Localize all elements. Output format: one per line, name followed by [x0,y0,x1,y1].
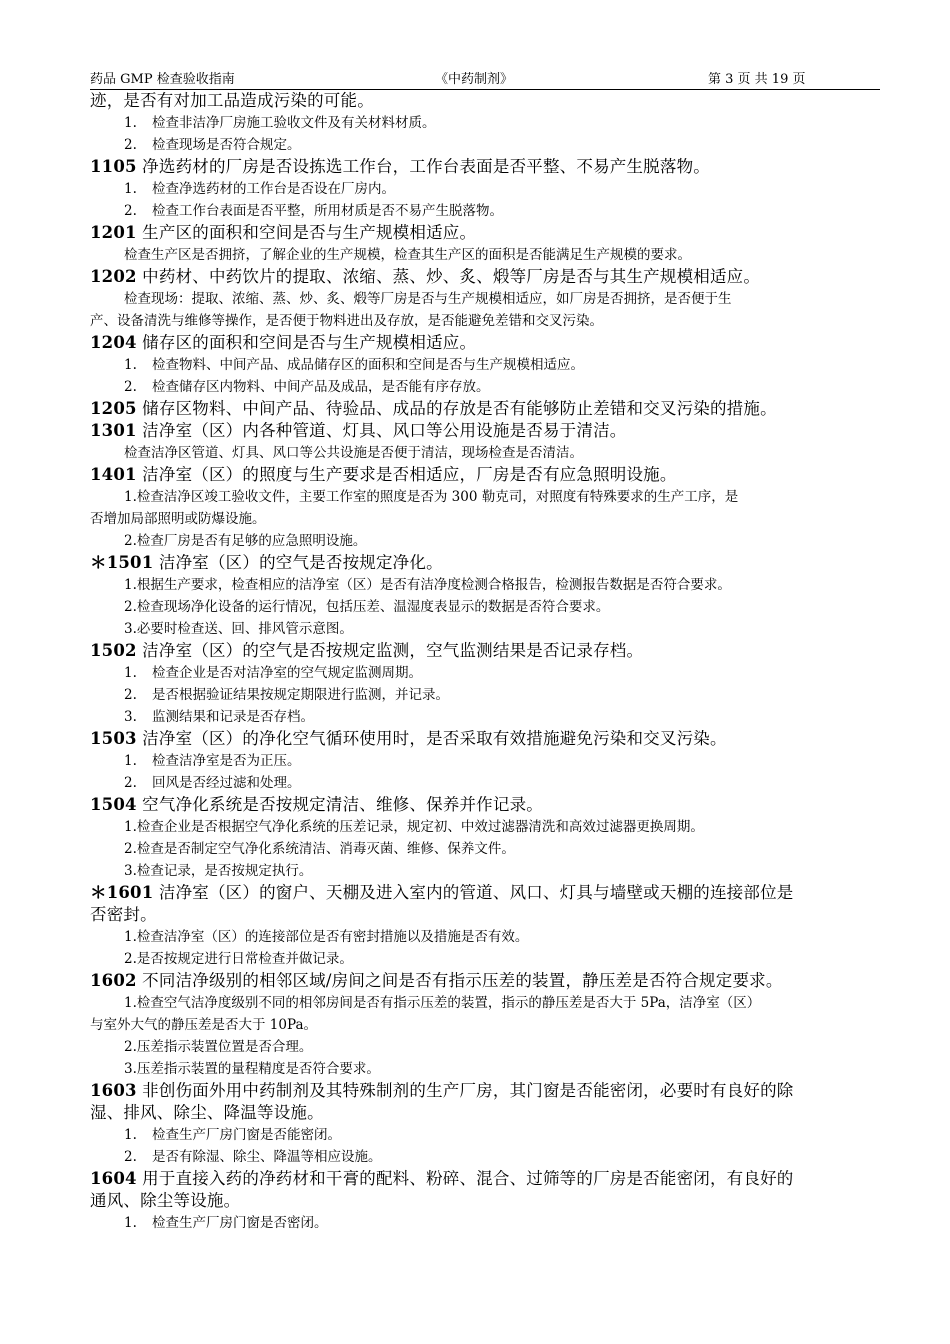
section-heading-text: 储存区的面积和空间是否与生产规模相适应。 [136,333,477,352]
list-item-text: 回风是否经过滤和处理。 [152,775,301,791]
paragraph: 检查生产区是否拥挤，了解企业的生产规模，检查其生产区的面积是否能满足生产规模的要求。 [124,247,691,263]
list-item-number: 1. [124,1127,137,1143]
section-heading [90,552,880,574]
section-heading [90,464,880,486]
section-heading-continuation: 否密封。 [90,905,157,924]
paragraph: 3.必要时检查送、回、排风管示意图。 [124,621,353,637]
paragraph: 3.检查记录，是否按规定执行。 [124,863,313,879]
list-item-text: 是否有除湿、除尘、降温等相应设施。 [152,1149,382,1165]
list-item-text: 检查现场是否符合规定。 [152,137,301,153]
section-number: 1503 [90,729,137,748]
section-number: ＊1501 [90,553,154,572]
section-heading [90,970,880,992]
section-heading [90,728,880,750]
paragraph: 2.压差指示装置位置是否合理。 [124,1039,313,1055]
list-item-text: 检查洁净室是否为正压。 [152,753,301,769]
section-heading-text: 储存区物料、中间产品、待验品、成品的存放是否有能够防止差错和交叉污染的措施。 [136,399,777,418]
paragraph: 1.检查洁净区竣工验收文件，主要工作室的照度是否为 300 勒克司，对照度有特殊要求的生产工序，是 [124,489,739,505]
list-item-text: 检查生产厂房门窗是否密闭。 [152,1215,328,1231]
section-heading-text: 用于直接入药的净药材和干膏的配料、粉碎、混合、过筛等的厂房是否能密闭，有良好的 [136,1169,794,1188]
document-body [90,90,880,1234]
list-item-text: 检查生产厂房门窗是否能密闭。 [152,1127,341,1143]
section-heading-text: 洁净室（区）内各种管道、灯具、风口等公用设施是否易于清洁。 [136,421,627,440]
section-number: ＊1601 [90,883,154,902]
section-number: 1204 [90,333,137,352]
section-heading [90,398,880,420]
section-heading [90,266,880,288]
list-item [90,1212,880,1234]
list-item-number: 1. [124,753,137,769]
list-item [90,662,880,684]
section-heading [90,332,880,354]
paragraph: 1.检查企业是否根据空气净化系统的压差记录，规定初、中效过滤器清洗和高效过滤器更换周期。 [124,819,704,835]
section-heading-text: 洁净室（区）的照度与生产要求是否相适应，厂房是否有应急照明设施。 [136,465,677,484]
section-number: 1205 [90,399,137,418]
paragraph: 1.检查空气洁净度级别不同的相邻房间是否有指示压差的装置，指示的静压差是否大于 5Pa，洁净室（区） [124,995,761,1011]
list-item-number: 1. [124,665,137,681]
section-heading [90,640,880,662]
paragraph-continuation: 否增加局部照明或防爆设施。 [90,511,266,527]
list-item [90,200,880,222]
section-heading [90,882,880,904]
list-item [90,750,880,772]
list-item-number: 1. [124,357,137,373]
page-header [90,71,880,89]
list-item-number: 2. [124,687,137,703]
list-item-number: 2. [124,775,137,791]
section-heading-text: 空气净化系统是否按规定清洁、维修、保养并作记录。 [136,795,543,814]
paragraph: 3.压差指示装置的量程精度是否符合要求。 [124,1061,380,1077]
list-item [90,684,880,706]
section-number: 1401 [90,465,137,484]
section-heading-text: 洁净室（区）的净化空气循环使用时，是否采取有效措施避免污染和交叉污染。 [136,729,727,748]
list-item-text: 检查工作台表面是否平整，所用材质是否不易产生脱落物。 [152,203,503,219]
section-heading-continuation: 湿、排风、除尘、降温等设施。 [90,1103,324,1122]
section-number: 1603 [90,1081,137,1100]
section-heading-text: 中药材、中药饮片的提取、浓缩、蒸、炒、炙、煅等厂房是否与其生产规模相适应。 [136,267,761,286]
section-heading [90,1168,880,1190]
section-heading-continuation: 通风、除尘等设施。 [90,1191,241,1210]
section-heading-text: 洁净室（区）的空气是否按规定监测，空气监测结果是否记录存档。 [136,641,644,660]
list-item [90,1124,880,1146]
section-heading [90,420,880,442]
section-heading-text: 生产区的面积和空间是否与生产规模相适应。 [136,223,477,242]
header-page-number: 第 3 页 共 19 页 [708,72,806,87]
paragraph: 检查洁净区管道、灯具、风口等公共设施是否便于清洁，现场检查是否清洁。 [124,445,583,461]
list-item-text: 检查物料、中间产品、成品储存区的面积和空间是否与生产规模相适应。 [152,357,584,373]
section-heading-text: 净选药材的厂房是否设拣选工作台，工作台表面是否平整、不易产生脱落物。 [136,157,710,176]
section-heading [90,156,880,178]
section-number: 1602 [90,971,137,990]
list-item [90,354,880,376]
list-item [90,772,880,794]
list-item-number: 1. [124,115,137,131]
section-number: 1201 [90,223,137,242]
list-item-number: 2. [124,203,137,219]
list-item [90,376,880,398]
section-heading-text: 不同洁净级别的相邻区域/房间之间是否有指示压差的装置，静压差是否符合规定要求。 [136,971,783,990]
list-item [90,178,880,200]
list-item [90,134,880,156]
list-item [90,1146,880,1168]
paragraph: 2.检查现场净化设备的运行情况，包括压差、温湿度表显示的数据是否符合要求。 [124,599,610,615]
list-item-text: 检查净选药材的工作台是否设在厂房内。 [152,181,395,197]
section-heading-text: 迹，是否有对加工品造成污染的可能。 [90,91,374,110]
list-item-text: 检查非洁净厂房施工验收文件及有关材料材质。 [152,115,436,131]
list-item [90,706,880,728]
list-item-number: 2. [124,379,137,395]
list-item-number: 1. [124,181,137,197]
section-heading-text: 非创伤面外用中药制剂及其特殊制剂的生产厂房，其门窗是否能密闭，必要时有良好的除 [136,1081,794,1100]
paragraph: 2.是否按规定进行日常检查并做记录。 [124,951,353,967]
paragraph: 1.根据生产要求，检查相应的洁净室（区）是否有洁净度检测合格报告，检测报告数据是否符合要求。 [124,577,731,593]
header-left: 药品 GMP 检查验收指南 [90,72,235,87]
section-number: 1502 [90,641,137,660]
paragraph: 1.检查洁净室（区）的连接部位是否有密封措施以及措施是否有效。 [124,929,529,945]
paragraph: 2.检查是否制定空气净化系统清洁、消毒灭菌、维修、保养文件。 [124,841,515,857]
section-heading-text: 洁净室（区）的空气是否按规定净化。 [153,553,443,572]
list-item-number: 1. [124,1215,137,1231]
list-item-text: 监测结果和记录是否存档。 [152,709,314,725]
section-number: 1301 [90,421,137,440]
section-number: 1604 [90,1169,137,1188]
section-heading-text: 洁净室（区）的窗户、天棚及进入室内的管道、风口、灯具与墙壁或天棚的连接部位是 [153,883,794,902]
list-item-text: 是否根据验证结果按规定期限进行监测，并记录。 [152,687,449,703]
list-item-number: 3. [124,709,137,725]
section-heading [90,222,880,244]
paragraph-continuation: 与室外大气的静压差是否大于 10Pa。 [90,1017,317,1033]
paragraph: 2.检查厂房是否有足够的应急照明设施。 [124,533,367,549]
list-item-number: 2. [124,137,137,153]
list-item-text: 检查企业是否对洁净室的空气规定监测周期。 [152,665,422,681]
section-number: 1504 [90,795,137,814]
list-item-number: 2. [124,1149,137,1165]
section-number: 1202 [90,267,137,286]
section-heading [90,1080,880,1102]
list-item [90,112,880,134]
section-number: 1105 [90,157,137,176]
header-center: 《中药制剂》 [435,72,514,87]
section-heading [90,90,880,112]
paragraph-continuation: 产、设备清洗与维修等操作，是否便于物料进出及存放，是否能避免差错和交叉污染。 [90,313,603,329]
paragraph: 检查现场：提取、浓缩、蒸、炒、炙、煅等厂房是否与生产规模相适应，如厂房是否拥挤，是否便于生 [124,291,732,307]
section-heading [90,794,880,816]
list-item-text: 检查储存区内物料、中间产品及成品，是否能有序存放。 [152,379,490,395]
